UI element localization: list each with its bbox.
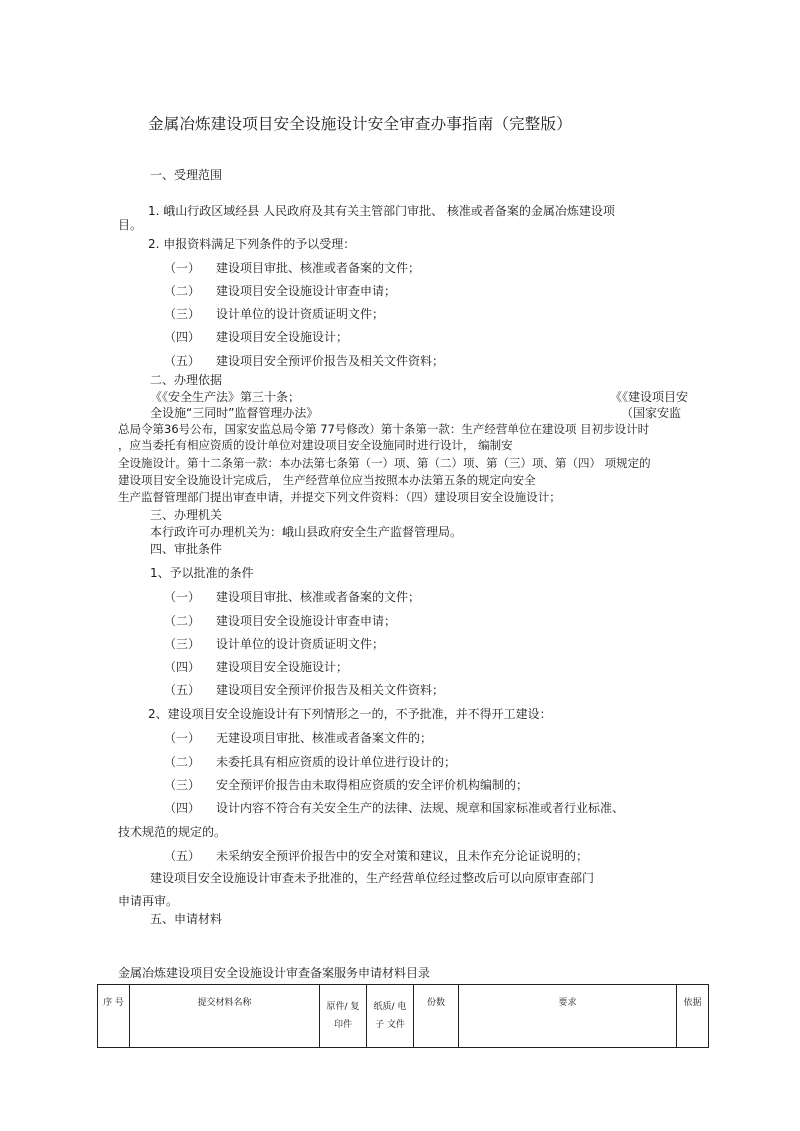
condition-text: 建设项目安全设施设计；: [216, 330, 349, 344]
approve-text: 建设项目安全设施设计审查申请；: [216, 614, 397, 628]
basis-line: ，应当委托有相应资质的设计单位对建设项目安全设施同时进行设计， 编制安: [118, 438, 513, 452]
approve-text: 建设项目安全预评价报告及相关文件资料；: [216, 683, 445, 697]
reject-text: 设计内容不符合有关安全生产的法律、法规、规章和国家标准或者行业标准、: [216, 801, 625, 815]
condition-text: 建设项目安全设施设计审查申请；: [216, 284, 397, 298]
basis-line: 总局令第36号公布，国家安监总局令第 77号修改）第十条第一款：生产经营单位在建设项 目初步设计时: [118, 422, 650, 436]
reject-text: 无建设项目审批、核准或者备案文件的；: [216, 731, 433, 745]
header-no: 序 号: [98, 985, 130, 1048]
law-reference-2-cont: 全设施“三同时”监督管理办法》: [150, 406, 319, 420]
header-requirements: 要求: [459, 985, 677, 1048]
reject-text: 安全预评价报告由未取得相应资质的安全评价机构编制的；: [216, 778, 529, 792]
section-heading-materials: 五、申请材料: [150, 912, 223, 926]
reject-tag: （五）: [164, 849, 201, 863]
approve-tag: （三）: [164, 637, 201, 651]
section-heading-authority: 三、办理机关: [150, 508, 223, 522]
condition-tag: （三）: [164, 307, 201, 321]
approval-subheading: 1、予以批准的条件: [150, 566, 254, 580]
law-reference-1: 《《安全生产法》第三十条；: [150, 390, 301, 404]
materials-table: [97, 984, 709, 1048]
reject-tag: （二）: [164, 755, 201, 769]
header-paper-electronic-b: 子 文件: [375, 1020, 405, 1030]
scope-item-2: 2. 申报资料满足下列条件的予以受理：: [148, 237, 356, 251]
reject-tag: （三）: [164, 778, 201, 792]
law-reference-2: 《《建设项目安: [610, 390, 689, 404]
reject-text: 未采纳安全预评价报告中的安全对策和建议，且未作充分论证说明的；: [216, 849, 589, 863]
header-copies: 份数: [414, 985, 459, 1048]
condition-tag: （一）: [164, 261, 201, 275]
approve-tag: （二）: [164, 614, 201, 628]
condition-tag: （二）: [164, 284, 201, 298]
approve-tag: （五）: [164, 683, 201, 697]
basis-line: 建设项目安全设施设计完成后， 生产经营单位应当按照本办法第五条的规定向安全: [118, 473, 536, 487]
scope-item-1-cont: 目。: [118, 218, 143, 232]
header-original-copy-a: 原件/ 复: [326, 1002, 360, 1012]
approve-text: 设计单位的设计资质证明文件；: [216, 637, 385, 651]
approve-tag: （四）: [164, 660, 201, 674]
approve-tag: （一）: [164, 590, 201, 604]
header-original-copy-b: 印件: [333, 1020, 352, 1030]
document-title: 金属冶炼建设项目安全设施设计安全审查办事指南（完整版）: [148, 115, 572, 133]
reject-tag: （四）: [164, 801, 201, 815]
scope-item-1: 1. 峨山行政区域经县 人民政府及其有关主管部门审批、 核准或者备案的金属冶炼建设项: [148, 204, 615, 218]
authority-text: 本行政许可办理机关为：峨山县政府安全生产监督管理局。: [150, 525, 463, 539]
section-heading-scope: 一、受理范围: [150, 168, 223, 182]
reject-text: 未委托具有相应资质的设计单位进行设计的；: [216, 755, 457, 769]
condition-text: 建设项目审批、核准或者备案的文件；: [216, 261, 421, 275]
approve-text: 建设项目审批、核准或者备案的文件；: [216, 590, 421, 604]
reject-tag: （一）: [164, 731, 201, 745]
table-header-row: [98, 985, 709, 1048]
condition-text: 建设项目安全预评价报告及相关文件资料；: [216, 354, 445, 368]
condition-tag: （五）: [164, 354, 201, 368]
basis-line: 全设施设计。第十二条第一款：本办法第七条第（一）项、第（二）项、第（三）项、第（四） 项规定的: [118, 456, 651, 470]
header-material-name: 提交材料名称: [130, 985, 320, 1048]
table-caption: 金属冶炼建设项目安全设施设计审查备案服务申请材料目录: [118, 966, 431, 980]
header-basis: 依据: [677, 985, 709, 1048]
condition-text: 设计单位的设计资质证明文件；: [216, 307, 385, 321]
condition-tag: （四）: [164, 330, 201, 344]
resubmission-note: 建设项目安全设施设计审查未予批准的，生产经营单位经过整改后可以向原审查部门: [150, 871, 595, 885]
header-paper-electronic: [367, 985, 414, 1048]
rejection-subheading: 2、建设项目安全设施设计有下列情形之一的，不予批准，并不得开工建设：: [148, 707, 552, 721]
resubmission-note-cont: 申请再审。: [118, 894, 179, 908]
approve-text: 建设项目安全设施设计；: [216, 660, 349, 674]
section-heading-conditions: 四、审批条件: [150, 542, 223, 556]
section-heading-basis: 二、办理依据: [150, 373, 223, 387]
law-reference-2-issuer: （国家安监: [621, 406, 682, 420]
reject-text-cont: 技术规范的规定的。: [118, 825, 227, 839]
header-paper-electronic-a: 纸质/ 电: [373, 1002, 407, 1012]
header-original-copy: [320, 985, 367, 1048]
basis-line: 生产监督管理部门提出审查申请，并提交下列文件资料：（四）建设项目安全设施设计；: [118, 490, 561, 504]
